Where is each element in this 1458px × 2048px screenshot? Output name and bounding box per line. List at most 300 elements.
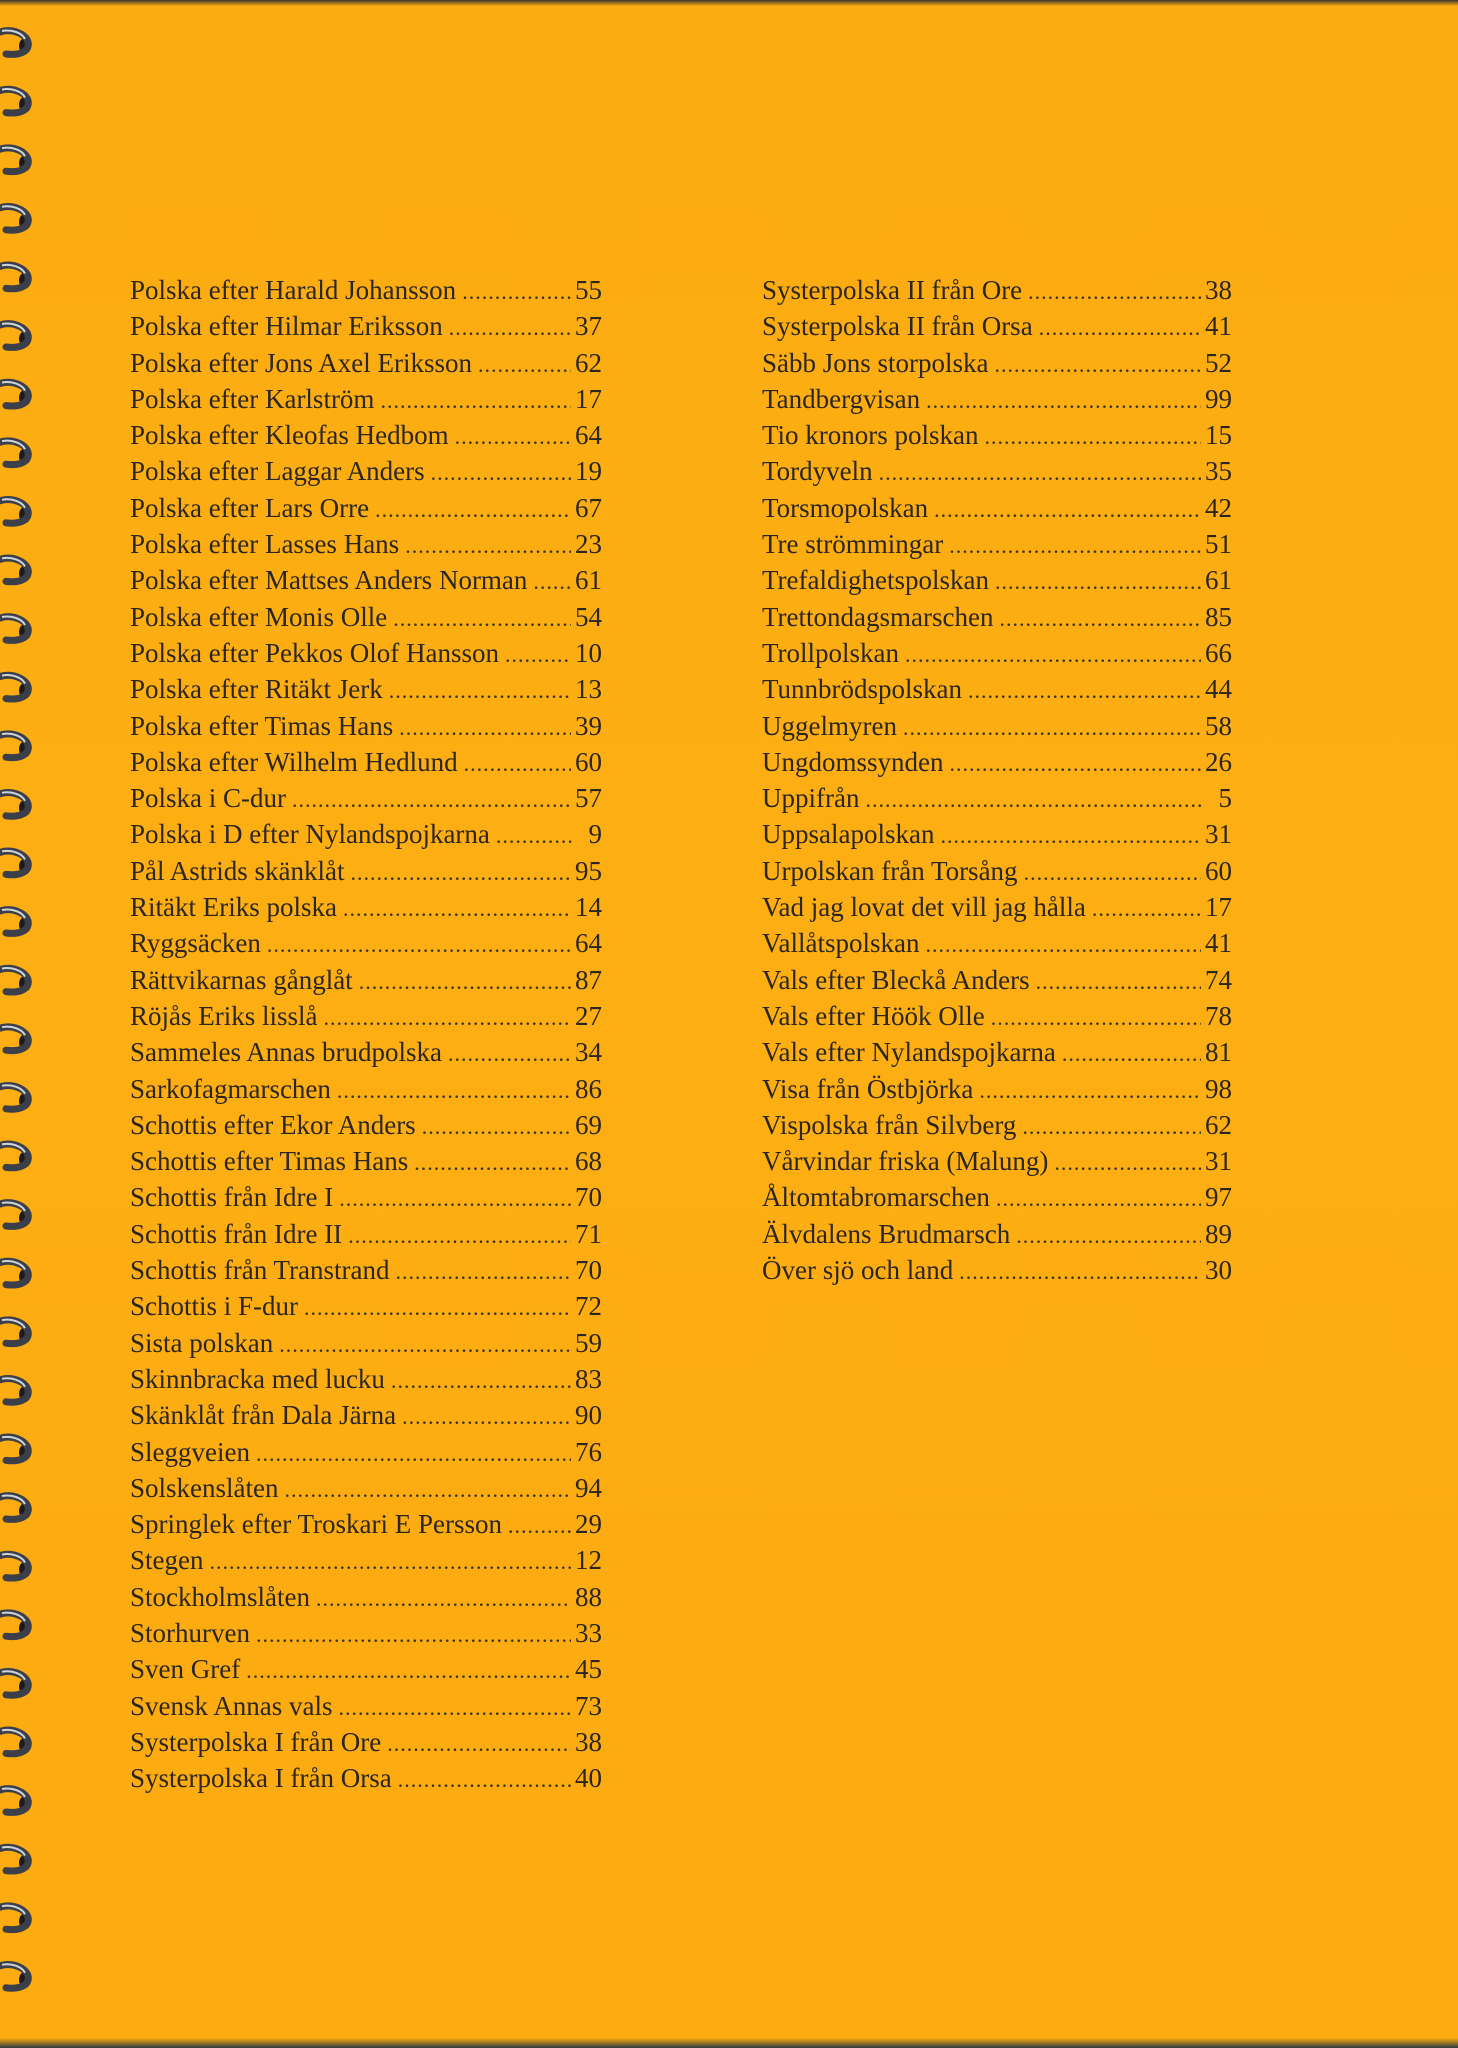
dot-leader <box>359 969 571 995</box>
index-entry <box>130 1364 602 1400</box>
index-entry <box>762 747 1232 783</box>
entry-title: Polska efter Ritäkt Jerk <box>130 674 383 705</box>
index-entry <box>130 602 602 638</box>
index-entry <box>130 783 602 819</box>
index-entry <box>762 965 1232 1001</box>
entry-title: Schottis från Idre I <box>130 1182 334 1213</box>
entry-page-number: 69 <box>575 1109 602 1140</box>
index-entry <box>130 1328 602 1364</box>
entry-page-number: 78 <box>1205 1000 1232 1031</box>
dot-leader <box>508 1513 571 1539</box>
entry-title: Springlek efter Troskari E Persson <box>130 1509 502 1540</box>
entry-title: Älvdalens Brudmarsch <box>762 1218 1011 1249</box>
entry-page-number: 38 <box>1205 275 1232 305</box>
entry-page-number: 89 <box>1205 1218 1232 1249</box>
entry-page-number: 59 <box>575 1327 602 1358</box>
index-entry <box>762 1110 1232 1146</box>
index-entry <box>130 711 602 747</box>
binding-coil <box>0 1730 31 1754</box>
dot-leader <box>285 1477 572 1503</box>
index-entry <box>130 1291 602 1327</box>
binding-coil <box>0 1437 31 1461</box>
binding-coil <box>0 558 31 582</box>
dot-leader <box>1016 1223 1201 1249</box>
entry-title: Vals efter Bleckå Anders <box>762 964 1030 995</box>
entry-page-number: 71 <box>575 1218 602 1249</box>
entry-title: Svensk Annas vals <box>130 1690 333 1721</box>
entry-page-number: 12 <box>575 1545 602 1576</box>
index-entry <box>130 1146 602 1182</box>
entry-page-number: 27 <box>575 1000 602 1031</box>
entry-title: Ungdomssynden <box>762 746 944 777</box>
entry-page-number: 17 <box>575 383 602 414</box>
dot-leader <box>1039 315 1201 341</box>
dot-leader <box>996 1186 1201 1212</box>
binding-coil <box>0 675 31 699</box>
entry-page-number: 66 <box>1205 637 1232 668</box>
index-entry <box>762 674 1232 710</box>
index-entry <box>130 1763 602 1799</box>
index-entry <box>762 783 1232 819</box>
dot-leader <box>267 932 571 958</box>
entry-page-number: 61 <box>575 565 602 596</box>
entry-page-number: 94 <box>575 1472 602 1503</box>
index-entry <box>130 1001 602 1037</box>
entry-title: Uppifrån <box>762 783 860 814</box>
entry-title: Vals efter Nylandspojkarna <box>762 1037 1056 1068</box>
index-entry <box>130 311 602 347</box>
dot-leader <box>396 1259 572 1285</box>
entry-page-number: 64 <box>575 420 602 451</box>
binding-coil <box>0 616 31 640</box>
dot-leader <box>256 1441 571 1467</box>
entry-page-number: 97 <box>1205 1182 1232 1213</box>
binding-coil <box>0 148 31 172</box>
dot-leader <box>339 1695 572 1721</box>
index-entry <box>762 1255 1232 1291</box>
index-entry <box>762 311 1232 347</box>
dot-leader <box>999 606 1201 632</box>
dot-leader <box>351 860 572 886</box>
entry-page-number: 76 <box>575 1436 602 1467</box>
index-entry <box>130 420 602 456</box>
bottom-edge-shadow <box>0 2038 1458 2048</box>
entry-title: Skänklåt från Dala Järna <box>130 1400 397 1431</box>
entry-title: Polska efter Lasses Hans <box>130 529 400 560</box>
binding-coil <box>0 1202 31 1226</box>
index-entry <box>762 1146 1232 1182</box>
binding-coil <box>0 89 31 113</box>
index-entry <box>130 1255 602 1291</box>
entry-page-number: 81 <box>1205 1037 1232 1068</box>
entry-title: Schottis efter Ekor Anders <box>130 1109 416 1140</box>
entry-title: Sleggveien <box>130 1436 250 1467</box>
binding-coil <box>0 1788 31 1812</box>
entry-page-number: 38 <box>575 1726 602 1757</box>
dot-leader <box>1028 279 1201 305</box>
entry-title: Urpolskan från Torsång <box>762 855 1018 886</box>
dot-leader <box>1054 1150 1201 1176</box>
dot-leader <box>343 896 571 922</box>
index-entry <box>762 1037 1232 1073</box>
binding-coil <box>0 1671 31 1695</box>
dot-leader <box>533 569 571 595</box>
dot-leader <box>462 279 571 305</box>
index-entry <box>130 965 602 1001</box>
index-entry <box>130 565 602 601</box>
entry-title: Stegen <box>130 1545 204 1576</box>
entry-title: Vad jag lovat det vill jag hålla <box>762 892 1086 923</box>
entry-page-number: 85 <box>1205 601 1232 632</box>
binding-coil <box>0 851 31 875</box>
dot-leader <box>448 1041 571 1067</box>
entry-title: Ritäkt Eriks polska <box>130 892 337 923</box>
index-entry <box>130 348 602 384</box>
dot-leader <box>324 1005 572 1031</box>
entry-title: Tandbergvisan <box>762 383 921 414</box>
entry-page-number: 54 <box>575 601 602 632</box>
dot-leader <box>422 1114 571 1140</box>
binding-coil <box>0 1495 31 1519</box>
entry-title: Sammeles Annas brudpolska <box>130 1037 442 1068</box>
entry-page-number: 55 <box>575 275 602 305</box>
index-entry <box>762 1001 1232 1037</box>
index-entry <box>762 529 1232 565</box>
entry-page-number: 70 <box>575 1182 602 1213</box>
entry-title: Solskenslåten <box>130 1472 279 1503</box>
dot-leader <box>464 751 571 777</box>
dot-leader <box>375 497 571 523</box>
index-entry <box>762 456 1232 492</box>
dot-leader <box>949 533 1201 559</box>
entry-title: Schottis från Transtrand <box>130 1255 390 1286</box>
dot-leader <box>1092 896 1201 922</box>
dot-leader <box>399 715 571 741</box>
binding-coil <box>0 323 31 347</box>
entry-page-number: 58 <box>1205 710 1232 741</box>
index-entry <box>130 638 602 674</box>
entry-title: Uggelmyren <box>762 710 897 741</box>
binding-coil <box>0 1613 31 1637</box>
dot-leader <box>337 1078 571 1104</box>
entry-page-number: 86 <box>575 1073 602 1104</box>
entry-page-number: 51 <box>1205 529 1232 560</box>
binding-coil <box>0 206 31 230</box>
index-entry <box>130 1582 602 1618</box>
entry-page-number: 60 <box>575 746 602 777</box>
entry-title: Sven Gref <box>130 1654 241 1685</box>
entry-title: Tordyveln <box>762 456 873 487</box>
binding-coil <box>0 968 31 992</box>
dot-leader <box>865 787 1204 813</box>
dot-leader <box>405 533 571 559</box>
entry-title: Polska efter Laggar Anders <box>130 456 425 487</box>
entry-title: Systerpolska I från Ore <box>130 1726 382 1757</box>
index-column-left <box>130 275 602 1799</box>
entry-page-number: 40 <box>575 1763 602 1794</box>
entry-title: Polska efter Harald Johansson <box>130 275 457 305</box>
entry-page-number: 70 <box>575 1255 602 1286</box>
entry-title: Schottis efter Timas Hans <box>130 1146 409 1177</box>
dot-leader <box>968 678 1201 704</box>
entry-page-number: 30 <box>1205 1255 1232 1286</box>
index-column-right <box>762 275 1232 1291</box>
index-entry <box>762 928 1232 964</box>
dot-leader <box>431 460 571 486</box>
entry-title: Pål Astrids skänklåt <box>130 855 345 886</box>
dot-leader <box>959 1259 1201 1285</box>
dot-leader <box>304 1295 571 1321</box>
dot-leader <box>934 497 1201 523</box>
index-entry <box>130 1654 602 1690</box>
dot-leader <box>398 1767 571 1793</box>
entry-title: Systerpolska II från Ore <box>762 275 1023 305</box>
entry-page-number: 88 <box>575 1581 602 1612</box>
entry-title: Rättvikarnas gånglåt <box>130 964 353 995</box>
entry-page-number: 41 <box>1205 311 1232 342</box>
entry-page-number: 45 <box>575 1654 602 1685</box>
dot-leader <box>391 1368 571 1394</box>
entry-page-number: 87 <box>575 964 602 995</box>
index-entry <box>130 1727 602 1763</box>
index-entry <box>130 747 602 783</box>
dot-leader <box>979 1078 1201 1104</box>
index-entry <box>130 856 602 892</box>
dot-leader <box>387 1731 571 1757</box>
index-entry <box>130 1182 602 1218</box>
binding-coil <box>0 265 31 289</box>
binding-coil <box>0 1085 31 1109</box>
entry-title: Över sjö och land <box>762 1255 954 1286</box>
entry-title: Polska i D efter Nylandspojkarna <box>130 819 490 850</box>
index-entry <box>130 1037 602 1073</box>
index-entry <box>762 856 1232 892</box>
dot-leader <box>402 1404 571 1430</box>
index-entry <box>130 1437 602 1473</box>
binding-coil <box>0 1906 31 1930</box>
binding-coil <box>0 1027 31 1051</box>
entry-title: Vispolska från Silvberg <box>762 1109 1017 1140</box>
binding-coil <box>0 1847 31 1871</box>
dot-leader <box>210 1549 572 1575</box>
entry-title: Tunnbrödspolskan <box>762 674 963 705</box>
index-entry <box>130 1691 602 1727</box>
entry-page-number: 41 <box>1205 928 1232 959</box>
entry-page-number: 29 <box>575 1509 602 1540</box>
dot-leader <box>449 315 571 341</box>
entry-page-number: 95 <box>575 855 602 886</box>
dot-leader <box>380 388 571 414</box>
entry-title: Polska efter Jons Axel Eriksson <box>130 347 472 378</box>
entry-title: Systerpolska II från Orsa <box>762 311 1033 342</box>
dot-leader <box>991 1005 1201 1031</box>
entry-title: Uppsalapolskan <box>762 819 935 850</box>
entry-title: Tio kronors polskan <box>762 420 979 451</box>
dot-leader <box>950 751 1202 777</box>
dot-leader <box>985 424 1201 450</box>
entry-title: Torsmopolskan <box>762 492 929 523</box>
dot-leader <box>505 642 571 668</box>
entry-page-number: 9 <box>588 819 602 850</box>
binding-coil <box>0 499 31 523</box>
dot-leader <box>903 715 1201 741</box>
dot-leader <box>478 352 571 378</box>
index-entry <box>130 892 602 928</box>
entry-title: Vårvindar friska (Malung) <box>762 1146 1049 1177</box>
binding-coil <box>0 909 31 933</box>
dot-leader <box>926 388 1201 414</box>
index-entry <box>762 348 1232 384</box>
index-entry <box>130 1219 602 1255</box>
dot-leader <box>1036 969 1201 995</box>
index-entry <box>762 892 1232 928</box>
entry-page-number: 31 <box>1205 1146 1232 1177</box>
entry-page-number: 62 <box>1205 1109 1232 1140</box>
dot-leader <box>389 678 571 704</box>
entry-title: Systerpolska I från Orsa <box>130 1763 392 1794</box>
entry-title: Vals efter Höök Olle <box>762 1000 985 1031</box>
entry-title: Polska efter Monis Olle <box>130 601 388 632</box>
entry-page-number: 90 <box>575 1400 602 1431</box>
index-entry <box>762 711 1232 747</box>
index-entry <box>130 819 602 855</box>
entry-title: Vallåtspolskan <box>762 928 920 959</box>
index-entry <box>762 275 1232 311</box>
dot-leader <box>246 1658 571 1684</box>
entry-page-number: 23 <box>575 529 602 560</box>
binding-coil <box>0 1261 31 1285</box>
entry-page-number: 15 <box>1205 420 1232 451</box>
entry-title: Schottis från Idre II <box>130 1218 343 1249</box>
entry-title: Stockholmslåten <box>130 1581 310 1612</box>
index-entry <box>130 928 602 964</box>
entry-page-number: 26 <box>1205 746 1232 777</box>
entry-page-number: 17 <box>1205 892 1232 923</box>
entry-page-number: 39 <box>575 710 602 741</box>
entry-page-number: 72 <box>575 1291 602 1322</box>
entry-page-number: 62 <box>575 347 602 378</box>
dot-leader <box>292 787 571 813</box>
entry-title: Polska efter Kleofas Hedbom <box>130 420 449 451</box>
dot-leader <box>995 352 1201 378</box>
entry-title: Tre strömmingar <box>762 529 944 560</box>
dot-leader <box>316 1586 571 1612</box>
dot-leader <box>348 1223 571 1249</box>
index-entry <box>130 1110 602 1146</box>
entry-page-number: 10 <box>575 637 602 668</box>
spiral-binding <box>0 0 60 2048</box>
dot-leader <box>995 569 1201 595</box>
entry-page-number: 31 <box>1205 819 1232 850</box>
top-edge-shadow <box>0 0 1458 6</box>
entry-page-number: 68 <box>575 1146 602 1177</box>
dot-leader <box>1024 860 1201 886</box>
entry-title: Trollpolskan <box>762 637 900 668</box>
entry-page-number: 52 <box>1205 347 1232 378</box>
entry-title: Polska efter Mattses Anders Norman <box>130 565 528 596</box>
index-entry <box>762 493 1232 529</box>
index-entry <box>130 529 602 565</box>
entry-page-number: 35 <box>1205 456 1232 487</box>
index-entry <box>762 602 1232 638</box>
entry-title: Polska efter Hilmar Eriksson <box>130 311 443 342</box>
entry-title: Åltomtabromarschen <box>762 1182 990 1213</box>
dot-leader <box>925 932 1201 958</box>
entry-page-number: 74 <box>1205 964 1232 995</box>
binding-coil <box>0 30 31 54</box>
index-entry <box>762 1182 1232 1218</box>
binding-coil <box>0 441 31 465</box>
index-entry <box>130 1473 602 1509</box>
index-entry <box>762 565 1232 601</box>
entry-title: Sista polskan <box>130 1327 274 1358</box>
entry-title: Trettondagsmarschen <box>762 601 994 632</box>
entry-page-number: 99 <box>1205 383 1232 414</box>
index-entry <box>762 384 1232 420</box>
entry-title: Trefaldighetspolskan <box>762 565 989 596</box>
entry-page-number: 73 <box>575 1690 602 1721</box>
dot-leader <box>414 1150 571 1176</box>
binding-coil <box>0 792 31 816</box>
dot-leader <box>496 823 574 849</box>
index-entry <box>130 1074 602 1110</box>
entry-title: Skinnbracka med lucku <box>130 1363 385 1394</box>
dot-leader <box>879 460 1201 486</box>
entry-page-number: 44 <box>1205 674 1232 705</box>
entry-page-number: 83 <box>575 1363 602 1394</box>
index-entry <box>762 1219 1232 1255</box>
entry-title: Storhurven <box>130 1617 250 1648</box>
index-entry <box>130 1545 602 1581</box>
entry-title: Polska efter Lars Orre <box>130 492 370 523</box>
entry-title: Visa från Östbjörka <box>762 1073 974 1104</box>
dot-leader <box>393 606 571 632</box>
entry-page-number: 13 <box>575 674 602 705</box>
index-entry <box>762 638 1232 674</box>
index-entry <box>130 493 602 529</box>
dot-leader <box>455 424 571 450</box>
entry-title: Polska i C-dur <box>130 783 287 814</box>
dot-leader <box>940 823 1201 849</box>
entry-page-number: 60 <box>1205 855 1232 886</box>
entry-title: Sarkofagmarschen <box>130 1073 331 1104</box>
index-entry <box>130 1509 602 1545</box>
entry-page-number: 61 <box>1205 565 1232 596</box>
binding-coil <box>0 1320 31 1344</box>
entry-page-number: 33 <box>575 1617 602 1648</box>
entry-title: Polska efter Karlström <box>130 383 375 414</box>
entry-page-number: 19 <box>575 456 602 487</box>
entry-title: Polska efter Wilhelm Hedlund <box>130 746 458 777</box>
entry-title: Säbb Jons storpolska <box>762 347 989 378</box>
entry-page-number: 34 <box>575 1037 602 1068</box>
binding-coil <box>0 1554 31 1578</box>
binding-coil <box>0 734 31 758</box>
entry-title: Röjås Eriks lisslå <box>130 1000 318 1031</box>
entry-page-number: 42 <box>1205 492 1232 523</box>
entry-title: Schottis i F-dur <box>130 1291 299 1322</box>
entry-title: Polska efter Pekkos Olof Hansson <box>130 637 499 668</box>
index-entry <box>130 1618 602 1654</box>
entry-page-number: 57 <box>575 783 602 814</box>
dot-leader <box>279 1332 571 1358</box>
entry-title: Ryggsäcken <box>130 928 261 959</box>
dot-leader <box>905 642 1201 668</box>
index-entry <box>762 420 1232 456</box>
dot-leader <box>339 1186 571 1212</box>
binding-coil <box>0 1378 31 1402</box>
entry-title: Polska efter Timas Hans <box>130 710 394 741</box>
